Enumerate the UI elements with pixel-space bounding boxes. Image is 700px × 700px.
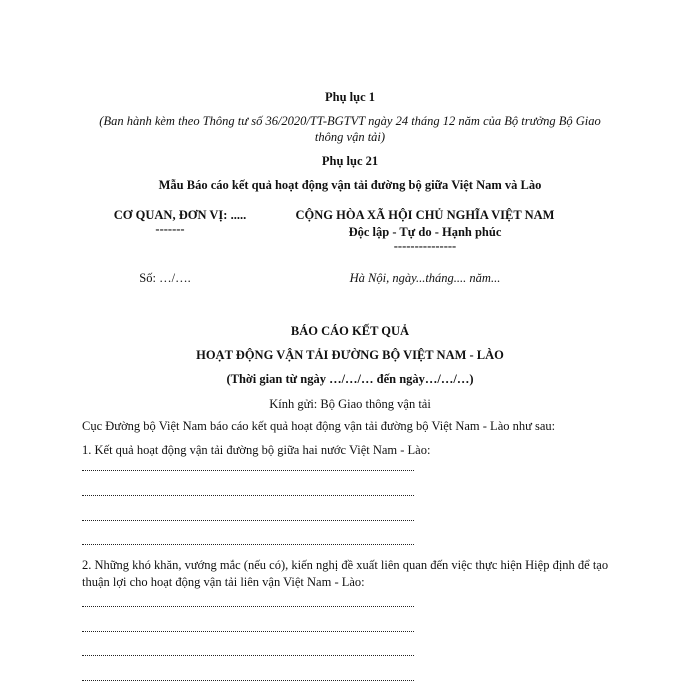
blank-line <box>82 678 414 681</box>
republic-underline: --------------- <box>393 239 457 253</box>
appendix-1-heading: Phụ lục 1 <box>324 90 375 104</box>
report-title: BÁO CÁO KẾT QUẢ <box>290 324 410 338</box>
blank-line <box>82 653 414 656</box>
blank-line <box>82 604 414 607</box>
form-title: Mẫu Báo cáo kết quả hoạt động vận tải đường bộ giữa Việt Nam và Lào <box>158 178 542 192</box>
document-number: Số: …/…. <box>139 271 191 285</box>
place-date: Hà Nội, ngày...tháng.... năm... <box>349 271 501 285</box>
intro-paragraph: Cục Đường bộ Việt Nam báo cáo kết quả hoạt động vận tải đường bộ Việt Nam - Lào như sau: <box>82 419 556 433</box>
section-1-heading: 1. Kết quả hoạt động vận tải đường bộ giữa hai nước Việt Nam - Lào: <box>82 443 431 457</box>
blank-line <box>82 518 414 521</box>
recipient-line: Kính gửi: Bộ Giao thông vận tải <box>269 397 431 411</box>
report-subtitle: HOẠT ĐỘNG VẬN TẢI ĐƯỜNG BỘ VIỆT NAM - LÀO <box>196 348 504 362</box>
blank-line <box>82 629 414 632</box>
blank-line <box>82 493 414 496</box>
republic-name: CỘNG HÒA XÃ HỘI CHỦ NGHĨA VIỆT NAM <box>295 208 555 222</box>
blank-line <box>82 542 414 545</box>
issued-note: (Ban hành kèm theo Thông tư số 36/2020/TT-BGTVT ngày 24 tháng 12 năm của Bộ trưởng Bộ Giao thông vận tải) <box>99 114 601 144</box>
agency-label: CƠ QUAN, ĐƠN VỊ: ..... <box>113 208 247 222</box>
agency-underline: ------- <box>155 222 185 236</box>
blank-line <box>82 468 414 471</box>
section-2-heading-cont: thuận lợi cho hoạt động vận tải liên vận Việt Nam - Lào: <box>82 575 365 589</box>
republic-motto: Độc lập - Tự do - Hạnh phúc <box>348 225 502 239</box>
appendix-21-heading: Phụ lục 21 <box>321 154 379 168</box>
section-2-heading: 2. Những khó khăn, vướng mắc (nếu có), kiến nghị đề xuất liên quan đến việc thực hiện Hiệp định để tạo <box>82 558 609 572</box>
report-period: (Thời gian từ ngày …/…/… đến ngày…/…/…) <box>226 372 474 386</box>
